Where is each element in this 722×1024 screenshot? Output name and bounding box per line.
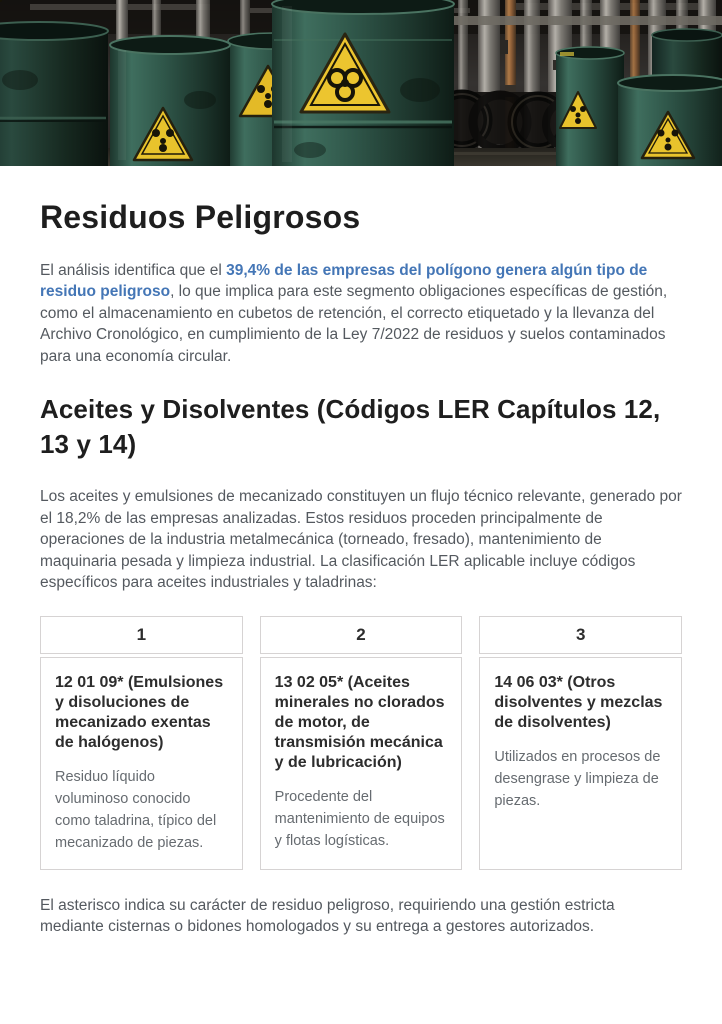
- card-number: 3: [479, 616, 682, 654]
- card-title: 14 06 03* (Otros disolventes y mezclas de disolventes): [494, 673, 663, 731]
- article-content: [0, 199, 722, 938]
- card-number: 2: [260, 616, 463, 654]
- card-description: Utilizados en procesos de desengrase y limpieza de piezas.: [494, 748, 661, 809]
- barrel: [272, 0, 454, 166]
- card-description: Residuo líquido voluminoso conocido como taladrina, típico del mecanizado de piezas.: [55, 768, 217, 851]
- ler-card-1: [40, 616, 243, 870]
- card-body: [260, 657, 463, 870]
- card-title: 12 01 09* (Emulsiones y disoluciones de mecanizado exentas de halógenos): [55, 673, 224, 751]
- intro-highlight: 39,4% de las empresas del polígono genera algún tipo de residuo peligroso: [40, 261, 648, 301]
- asterisk-footnote: El asterisco indica su carácter de residuo peligroso, requiriendo una gestión estricta mediante cisternas o bidones homologados y su entrega a gestores autorizados.: [40, 896, 615, 936]
- card-description: Procedente del mantenimiento de equipos y flotas logísticas.: [274, 788, 445, 849]
- barrel: [0, 22, 108, 166]
- section-paragraph: Los aceites y emulsiones de mecanizado constituyen un flujo técnico relevante, generado por el 18,2% de las empresas analizadas. Estos residuos proceden principalmente de operaciones de la industria metalmecánica (torneado, fresado), mantenimiento de maquinaria pesada y limpieza industrial. La clasificación LER aplicable incluye códigos específicos para aceites industriales y taladrinas:: [40, 488, 682, 592]
- card-number: 1: [40, 616, 243, 654]
- ler-card-2: [260, 616, 463, 870]
- card-body: [479, 657, 682, 870]
- card-body: [40, 657, 243, 870]
- ler-codes-card-row: [40, 616, 682, 870]
- intro-paragraph: [40, 260, 682, 368]
- hero-image: [0, 0, 722, 166]
- card-title: 13 02 05* (Aceites minerales no clorados de motor, de transmisión mecánica y de lubricación): [274, 673, 445, 771]
- intro-text-post: , lo que implica para este segmento obligaciones específicas de gestión, como el almacenamiento en cubetos de retención, el correcto etiquetado y la llevanza del Archivo Cronológico, en cumplimiento de la Ley 7/2022 de residuos y suelos contaminados para una economía circular.: [40, 283, 668, 365]
- intro-text-pre: El análisis identifica que el: [40, 261, 227, 279]
- barrel: [110, 36, 230, 166]
- section-heading: Aceites y Disolventes (Códigos LER Capítulos 12, 13 y 14): [40, 394, 661, 460]
- page-title: Residuos Peligrosos: [40, 199, 361, 235]
- ler-card-3: [479, 616, 682, 870]
